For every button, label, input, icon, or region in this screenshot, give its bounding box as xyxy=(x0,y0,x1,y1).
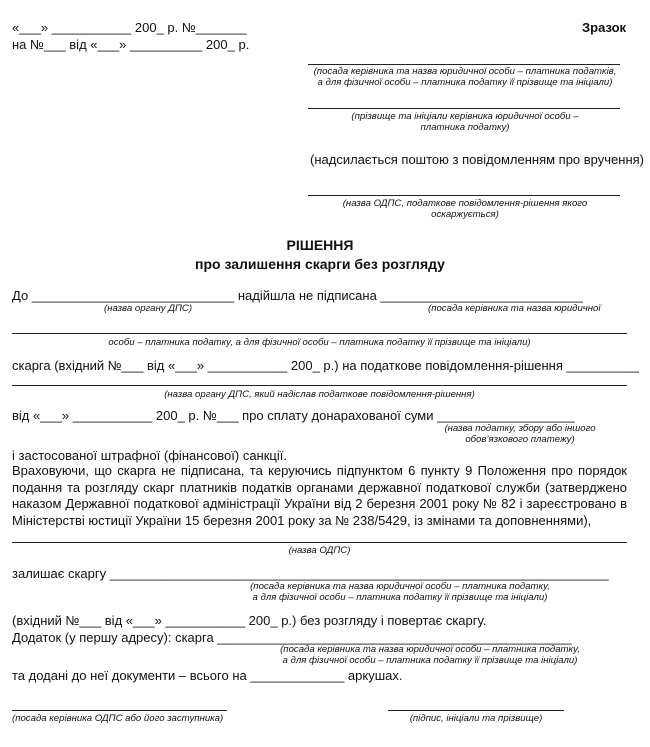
documents-count-line: та додані до неї документи – всього на _____________ аркушах. xyxy=(12,668,403,683)
from-line: від «___» ___________ 200_ р. №___ про сплату донарахованої суми ___________________ xyxy=(12,408,575,423)
attachment-hint-1: (посада керівника та назва юридичної особи – платника податку, xyxy=(280,644,580,655)
addressee-hint-1: (посада керівника та назва юридичної особи – платника податків, xyxy=(313,66,617,77)
odps-name-line xyxy=(308,195,620,196)
to-line: До ____________________________ надійшла не підписана ____________________________ xyxy=(12,288,583,303)
complaint-continuation-line xyxy=(12,385,627,386)
addressee-hint-2: а для фізичної особи – платника податку її прізвище та ініціали) xyxy=(317,77,613,88)
signature-hint: (підпис, ініціали та прізвище) xyxy=(409,713,543,724)
from-hint-1: (назва податку, збору або іншого xyxy=(444,423,596,434)
odps-line xyxy=(12,542,627,543)
odps-name-hint-2: оскаржується) xyxy=(431,209,499,220)
document-subtitle: про залишення скарги без розгляду xyxy=(195,256,445,272)
complaint-hint: (назва органу ДПС, який надіслав податкове повідомлення-рішення) xyxy=(164,389,475,400)
addressee-line xyxy=(308,64,620,65)
odps-hint: (назва ОДПС) xyxy=(288,545,351,556)
head-name-line xyxy=(308,108,620,109)
leaves-hint-1: (посада керівника та назва юридичної особи – платника податку, xyxy=(250,581,550,592)
leaves-complaint-line: залишає скаргу _____________________________________________________________________ xyxy=(12,566,609,581)
from-hint-2: обов’язкового платежу) xyxy=(465,434,575,445)
date-number-line: «___» ___________ 200_ р. №_______ xyxy=(12,20,247,35)
to-hint-right: (посада керівника та назва юридичної xyxy=(428,303,601,314)
mail-note: (надсилається поштою з повідомленням про вручення) xyxy=(310,152,644,167)
attachment-line: Додаток (у першу адресу): скарга _________________________________________________ xyxy=(12,630,572,645)
reference-line: на №___ від «___» __________ 200_ р. xyxy=(12,37,250,52)
continuation-line xyxy=(12,333,627,334)
incoming-line: (вхідний №___ від «___» ___________ 200_ р.) без розгляду і повертає скаргу. xyxy=(12,613,487,628)
head-name-hint-2: платника податку) xyxy=(420,122,510,133)
to-hint-left: (назва органу ДПС) xyxy=(104,303,193,314)
sample-label: Зразок xyxy=(582,20,627,35)
leaves-hint-2: а для фізичної особи – платника податку її прізвище та ініціали) xyxy=(252,592,548,603)
penalty-line: і застосованої штрафної (фінансової) санкції. xyxy=(12,448,287,463)
signature-line xyxy=(388,710,564,711)
continuation-hint: особи – платника податку, а для фізичної особи – платника податку її прізвище та ініціали) xyxy=(108,337,531,348)
official-position-hint: (посада керівника ОДПС або його заступника) xyxy=(12,713,224,724)
official-position-line xyxy=(12,710,227,711)
document-title: РІШЕННЯ xyxy=(286,237,354,253)
head-name-hint-1: (прізвище та ініціали керівника юридичної особи – xyxy=(351,111,579,122)
attachment-hint-2: а для фізичної особи – платника податку її прізвище та ініціали) xyxy=(282,655,578,666)
considering-paragraph: Враховуючи, що скарга не підписана, та керуючись підпунктом 6 пункту 9 Положення про порядок подання та розгляду скарг платників податків органами державної податкової служби (затверджено наказом Державної податкової адміністрації України від 2 березня 2001 року № 82 і зареєстровано в Міністерстві юстиції України 15 березня 2001 року за № 238/5429, із змінами та доповненнями), xyxy=(12,463,627,528)
odps-name-hint-1: (назва ОДПС, податкове повідомлення-рішення якого xyxy=(342,198,588,209)
complaint-line: скарга (вхідний №___ від «___» ___________ 200_ р.) на податкове повідомлення-рішення __________ xyxy=(12,358,639,373)
